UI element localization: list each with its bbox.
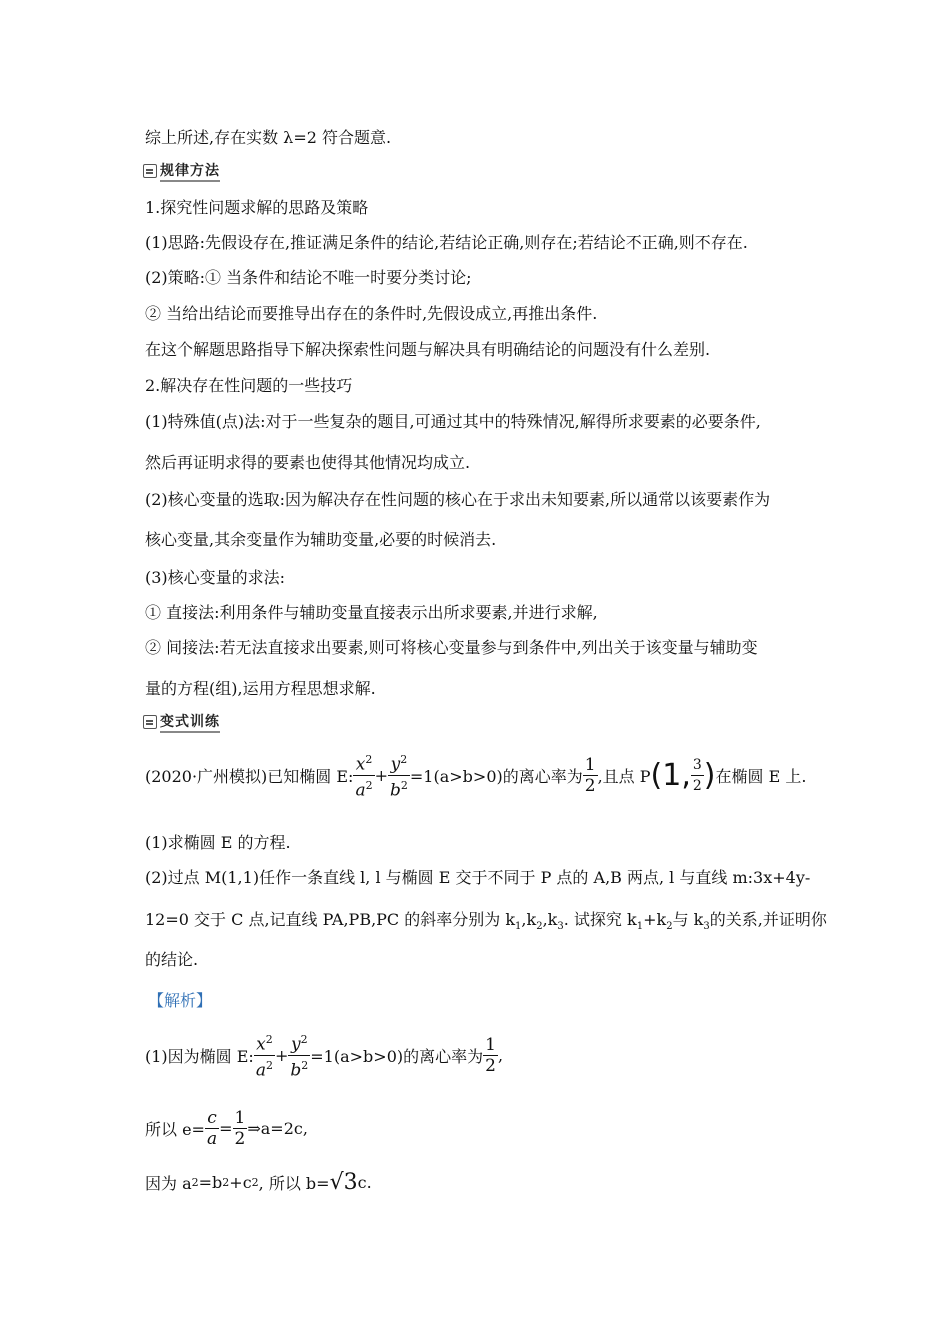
text-line: (3)核心变量的求法: <box>145 568 286 587</box>
one-half: $\frac{1}{2}$ <box>234 1108 246 1149</box>
question-2: (2)过点 M(1,1)任作一条直线 l, l 与椭圆 E 交于不同于 P 点的 A,B 两点, l 与直线 m:3x+4y- <box>145 868 811 887</box>
problem-suffix: 在椭圆 E 上. <box>715 766 807 786</box>
y2-over-b2: $\frac{y^2}{b^2}$ <box>388 750 410 800</box>
question-1: (1)求椭圆 E 的方程. <box>145 833 291 852</box>
text-line: 1.探究性问题求解的思路及策略 <box>145 198 369 217</box>
text-line: 在这个解题思路指导下解决探索性问题与解决具有明确结论的问题没有什么差别. <box>145 340 711 359</box>
text-line: ② 当给出结论而要推导出存在的条件时,先假设成立,再推出条件. <box>145 304 598 323</box>
practice-badge <box>143 713 233 731</box>
problem-prefix: (2020·广州模拟)已知椭圆 E: <box>145 766 354 786</box>
conclusion-line: 综上所述,存在实数 λ=2 符合题意. <box>145 128 392 147</box>
problem-statement: (2020·广州模拟)已知椭圆 E: $\frac{x^2}{a^2}$ + $\frac{y^2}{b^2}$ =1(a>b>0)的离心率为 $\frac{1}{2}$ ,且点 P (1, $\frac{3}{2}$ ) 在椭圆 E 上. <box>145 750 806 800</box>
text-line: ② 间接法:若无法直接求出要素,则可将核心变量参与到条件中,列出关于该变量与辅助变 <box>145 638 758 657</box>
text-line: 核心变量,其余变量作为辅助变量,必要的时候消去. <box>145 530 497 549</box>
practice-badge-label: 变式训练 <box>160 711 220 733</box>
point-coords: (1, <box>650 757 691 793</box>
analysis-label: 【解析】 <box>148 991 213 1010</box>
text-line: 量的方程(组),运用方程思想求解. <box>145 679 376 698</box>
three-halves: $\frac{3}{2}$ <box>692 756 702 794</box>
solution-line-1: (1)因为椭圆 E: $\frac{x^2}{a^2}$ + $\frac{y^2}{b^2}$ =1(a>b>0)的离心率为 $\frac{1}{2}$ , <box>145 1030 503 1080</box>
one-half: $\frac{1}{2}$ <box>584 754 596 796</box>
text-line: 然后再证明求得的要素也使得其他情况均成立. <box>145 453 471 472</box>
question-2-cont: 12=0 交于 C 点,记直线 PA,PB,PC 的斜率分别为 $k_1,k_2,k_3$. 试探究 $k_1+k_2$与 $k_3$的关系,并证明你 <box>145 910 827 933</box>
text-line: (2)策略:① 当条件和结论不唯一时要分类讨论; <box>145 268 472 287</box>
x2-over-a2: $\frac{x^2}{a^2}$ <box>353 750 374 800</box>
note-icon <box>143 715 157 729</box>
text-line: (1)特殊值(点)法:对于一些复杂的题目,可通过其中的特殊情况,解得所求要素的必要条件, <box>145 412 761 431</box>
method-badge-label: 规律方法 <box>160 160 220 182</box>
problem-mid: ,且点 P <box>597 766 651 786</box>
solution-line-2: 所以 e= $\frac{c}{a}$ = $\frac{1}{2}$ ⇒a=2c, <box>145 1108 308 1149</box>
one-half: $\frac{1}{2}$ <box>485 1034 496 1076</box>
text-line: (2)核心变量的选取:因为解决存在性问题的核心在于求出未知要素,所以通常以该要素作为 <box>145 490 771 509</box>
text-line: ① 直接法:利用条件与辅助变量直接表示出所求要素,并进行求解, <box>145 603 598 622</box>
question-2-end: 的结论. <box>145 950 199 969</box>
text-line: (1)思路:先假设存在,推证满足条件的结论,若结论正确,则存在;若结论不正确,则不存在. <box>145 233 748 252</box>
solution-line-3: 因为 a 2 =b 2 +c 2 , 所以 b= √3 c. <box>145 1170 372 1195</box>
x2-over-a2: $\frac{x^2}{a^2}$ <box>254 1030 275 1080</box>
method-badge <box>143 162 233 180</box>
y2-over-b2: $\frac{y^2}{b^2}$ <box>288 1030 310 1080</box>
text-line: 2.解决存在性问题的一些技巧 <box>145 376 353 395</box>
note-icon <box>143 164 157 178</box>
c-over-a: $\frac{c}{a}$ <box>206 1108 218 1149</box>
problem-condition: =1(a>b>0)的离心率为 <box>409 766 583 786</box>
sqrt-three: √3 <box>329 1170 358 1195</box>
